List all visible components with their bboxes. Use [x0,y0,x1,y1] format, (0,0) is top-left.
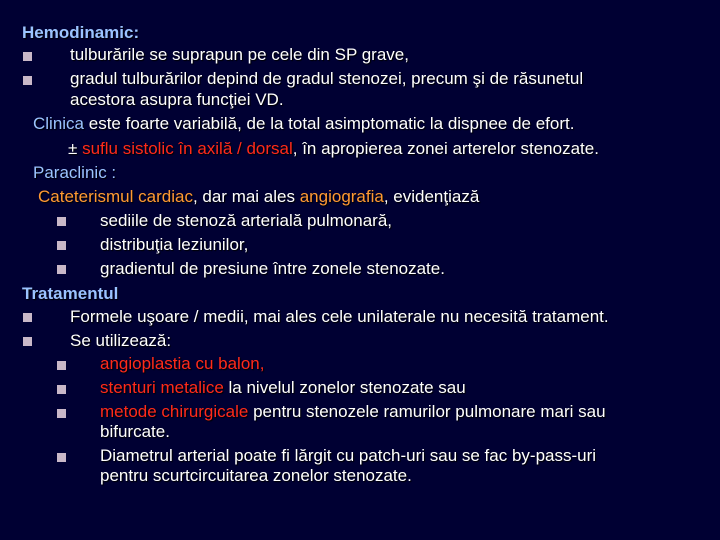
metode-rest: pentru stenozele ramurilor pulmonare mari sau [248,402,606,421]
suflu-prefix: ± [68,139,83,158]
bullet-icon [57,453,66,462]
suflu-rest: , în apropierea zonei arterelor stenozate. [292,139,599,158]
cateterism-mid: , dar mai ales [192,187,300,206]
angioplastie: angioplastia cu balon, [100,354,265,373]
tratament-item-1: Formele uşoare / medii, mai ales cele unilaterale nu necesită tratament. [70,307,609,326]
hemodinamic-heading: Hemodinamic: [22,23,140,42]
paraclinic-label: Paraclinic : [33,163,117,182]
paraclinic-item-2: distribuţia leziunilor, [100,235,249,254]
bullet-icon [57,361,66,370]
hemodinamic-item-1: tulburările se suprapun pe cele din SP grave, [70,45,409,64]
diametrul-cont: pentru scurtcircuitarea zonelor stenozate. [100,466,412,485]
metode-line [100,402,606,422]
hemodinamic-item-2-cont: acestora asupra funcţiei VD. [70,90,284,109]
bullet-icon [57,385,66,394]
bullet-icon [23,76,32,85]
stenturi-line [100,378,466,398]
bullet-icon [57,241,66,250]
suflu-sistolic: suflu sistolic în axilă / dorsal [82,139,293,158]
metode-chirurgicale: metode chirurgicale [100,402,249,421]
bullet-icon [23,313,32,322]
tratament-item-2: Se utilizează: [70,331,172,350]
angiografia: angiografia [299,187,384,206]
clinica-text: este foarte variabilă, de la total asimptomatic la dispnee de efort. [84,114,575,133]
bullet-icon [23,337,32,346]
cateterism-label: Cateterismul cardiac [38,187,193,206]
bullet-icon [57,265,66,274]
bullet-icon [23,52,32,61]
paraclinic-item-3: gradientul de presiune între zonele stenozate. [100,259,445,278]
diametrul-line: Diametrul arterial poate fi lărgit cu patch-uri sau se fac by-pass-uri [100,446,597,465]
bullet-icon [57,409,66,418]
metode-cont: bifurcate. [100,422,170,441]
stenturi-metalice: stenturi metalice [100,378,224,397]
clinica-line [33,114,574,134]
clinica-label: Clinica [33,114,85,133]
suflu-line [68,139,599,159]
bullet-icon [57,217,66,226]
stenturi-rest: la nivelul zonelor stenozate sau [223,378,466,397]
paraclinic-item-1: sediile de stenoză arterială pulmonară, [100,211,393,230]
hemodinamic-item-2: gradul tulburărilor depind de gradul stenozei, precum şi de răsunetul [70,69,584,88]
cateterism-line [38,187,479,207]
cateterism-end: , evidenţiază [383,187,480,206]
tratament-heading: Tratamentul [22,284,119,303]
